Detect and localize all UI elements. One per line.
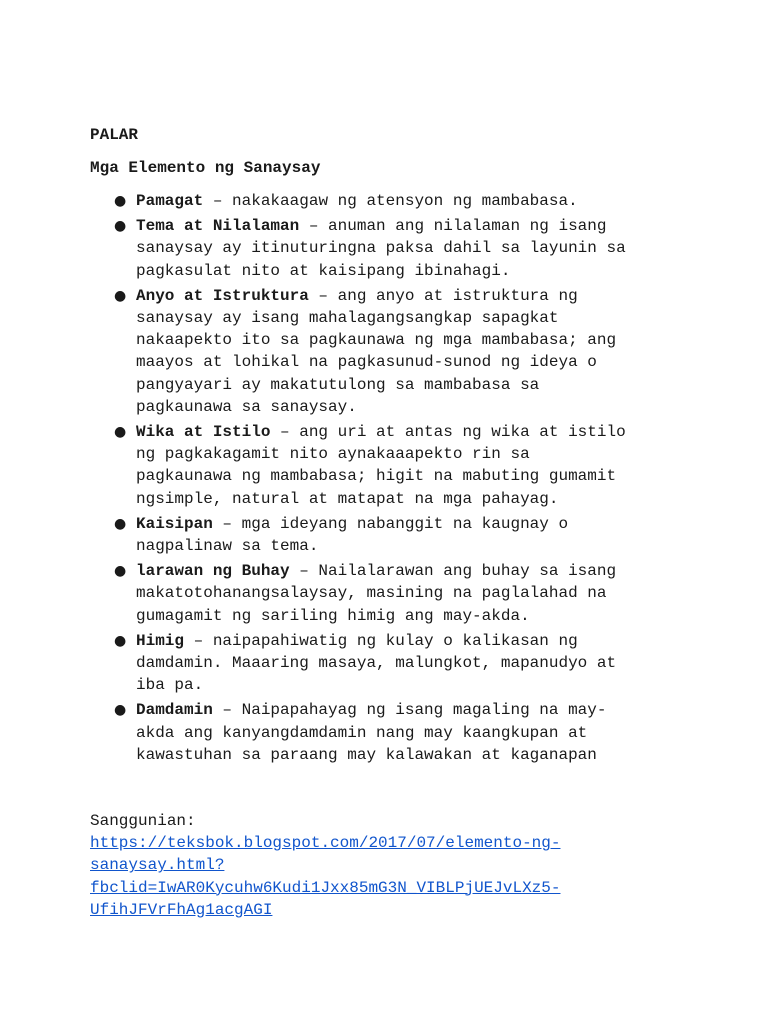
item-term: Kaisipan [136,514,213,533]
item-line: nakaapekto ito sa pagkaunawa ng mga mambabasa; ang [136,331,617,350]
item-line: ngsimple, natural at matapat na mga pahayag. [136,489,559,508]
list-item [0,421,696,510]
reference-link-line: fbclid=IwAR0Kycuhw6Kudi1Jxx85mG3N_VIBLPjUEJvLXz5- [90,878,561,897]
item-line: sanaysay ay itinuturingna paksa dahil sa layunin sa [136,239,626,258]
item-description: – ang anyo at istruktura ng [308,286,578,305]
item-term: Damdamin [136,701,213,720]
reference-link-line: sanaysay.html? [90,856,225,875]
item-line: sanaysay ay isang mahalagangsangkap sapagkat [136,309,559,328]
list-item [0,285,696,418]
bullet-icon: ● [114,287,127,304]
item-line [136,630,696,652]
list-item [0,699,696,766]
reference-label: Sanggunian: [90,812,196,830]
item-line [136,190,696,212]
item-term: Wika at Istilo [136,423,271,442]
item-line: nagpalinaw sa tema. [136,537,319,556]
item-description: – ang uri at antas ng wika at istilo [270,423,626,442]
item-line [136,560,696,582]
item-line [136,285,696,307]
item-line: pagkasulat nito at kaisipang ibinahagi. [136,261,511,280]
item-line: ng pagkakagamit nito aynakaaapekto rin sa [136,445,530,464]
item-description: – anuman ang nilalaman ng isang [299,217,607,236]
item-line: kawastuhan sa paraang may kalawakan at kaganapan [136,745,597,764]
item-term: larawan ng Buhay [136,562,290,581]
list-item [0,215,696,282]
item-line [136,421,696,443]
bullet-icon: ● [114,218,127,235]
bullet-icon: ● [114,193,127,209]
item-description: – Nailalarawan ang buhay sa isang [289,562,617,581]
elements-list [0,190,768,769]
item-line: pangyayari ay makatutulong sa mambabasa sa [136,375,540,394]
item-line: gumagamit ng sariling himig ang may-akda. [136,606,530,625]
list-item [0,560,696,627]
document-title: PALAR [90,126,139,144]
item-description: – Naipapahayag ng isang magaling na may- [212,701,607,720]
bullet-icon: ● [114,424,127,441]
reference-link-line: UfihJFVrFhAg1acgAGI [90,900,273,919]
reference-section [90,810,560,921]
item-line: pagkaunawa ng mambabasa; higit na mabuting gumamit [136,467,617,486]
item-description: – mga ideyang nabanggit na kaugnay o [212,514,569,533]
item-line: pagkaunawa sa sanaysay. [136,397,357,416]
list-item [0,513,696,557]
item-line: akda ang kanyangdamdamin nang may kaangkupan at [136,723,588,742]
bullet-icon: ● [114,563,127,580]
bullet-icon: ● [114,515,127,532]
item-term: Himig [136,631,185,650]
bullet-icon: ● [114,632,127,649]
item-line: maayos at lohikal na pagkasunud-sunod ng ideya o [136,353,597,372]
item-line [136,699,696,721]
item-description: – nakakaagaw ng atensyon ng mambabasa. [203,192,578,210]
item-line: makatotohanangsalaysay, masining na paglalahad na [136,584,607,603]
item-line: damdamin. Maaaring masaya, malungkot, mapanudyo at [136,654,617,673]
item-term: Anyo at Istruktura [136,286,309,305]
reference-link-line: https://teksbok.blogspot.com/2017/07/elemento-ng- [90,834,561,853]
list-item [0,630,696,697]
list-item [0,190,696,212]
item-line [136,513,696,535]
reference-link[interactable] [90,832,560,921]
document-subtitle: Mga Elemento ng Sanaysay [90,159,321,177]
item-term: Tema at Nilalaman [136,217,300,236]
item-line: iba pa. [136,676,204,695]
bullet-icon: ● [114,702,127,719]
item-line [136,215,696,237]
item-description: – naipapahiwatig ng kulay o kalikasan ng [184,631,578,650]
item-term: Pamagat [136,192,204,210]
